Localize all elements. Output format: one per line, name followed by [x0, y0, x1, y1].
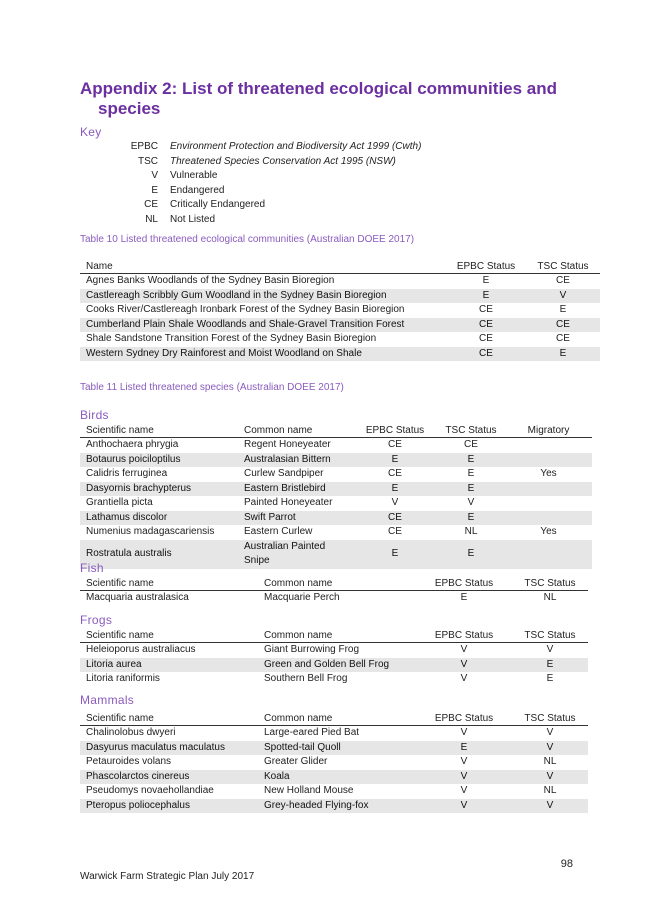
key-def: Not Listed	[170, 213, 216, 225]
cell: Chalinolobus dwyeri	[86, 727, 176, 738]
key-heading: Key	[80, 125, 102, 139]
footer-text: Warwick Farm Strategic Plan July 2017	[80, 871, 255, 882]
cell: V	[416, 770, 512, 785]
frogs-heading: Frogs	[80, 613, 113, 627]
mammals-heading: Mammals	[80, 693, 135, 707]
cell: E	[482, 275, 490, 286]
cell: V	[460, 644, 468, 655]
col-header: Migratory	[505, 423, 592, 438]
title-line-2: species	[98, 99, 161, 118]
table-row	[80, 482, 592, 497]
table-header	[80, 711, 588, 726]
cell: CE	[479, 333, 493, 344]
cell: Painted Honeyeater	[244, 497, 333, 508]
cell: Swift Parrot	[238, 511, 353, 526]
col-header: EPBC Status	[416, 711, 512, 726]
cell: V	[416, 658, 512, 673]
cell: NL	[464, 526, 478, 537]
cell: E	[353, 482, 437, 497]
mammals-table	[80, 711, 588, 813]
birds-table	[80, 423, 592, 569]
table-row	[80, 658, 588, 673]
key-abbr: TSC	[138, 155, 158, 167]
cell: V	[546, 727, 554, 738]
cell: E	[353, 453, 437, 468]
cell: NL	[543, 785, 557, 796]
cell: CE	[388, 526, 402, 537]
cell: E	[437, 511, 505, 526]
cell	[505, 511, 592, 526]
cell: V	[460, 756, 468, 767]
cell: Heleioporus australiacus	[86, 644, 196, 655]
table-row	[80, 467, 592, 482]
cell: Pseudomys novaehollandiae	[86, 785, 214, 796]
fish-table	[80, 576, 588, 606]
cell: Cumberland Plain Shale Woodlands and Shale-Gravel Transition Forest	[80, 318, 446, 333]
cell: CE	[388, 439, 402, 450]
key-abbr: V	[151, 170, 158, 182]
table-header	[80, 423, 592, 438]
key-def: Threatened Species Conservation Act 1995 (NSW)	[170, 155, 396, 167]
table-header	[80, 576, 588, 591]
cell: Macquaria australasica	[86, 592, 189, 603]
table-row	[80, 741, 588, 756]
cell: Agnes Banks Woodlands of the Sydney Basin Bioregion	[86, 275, 335, 286]
table-row	[80, 289, 600, 304]
cell: E	[559, 304, 567, 315]
cell	[505, 496, 592, 511]
table-row	[80, 496, 592, 511]
table-row	[80, 799, 588, 814]
cell: Koala	[258, 770, 416, 785]
cell: CE	[446, 318, 526, 333]
cell: Dasyornis brachypterus	[80, 482, 238, 497]
cell: Southern Bell Frog	[264, 673, 348, 684]
cell: CE	[353, 511, 437, 526]
cell: Greater Glider	[264, 756, 328, 767]
key-def: Vulnerable	[170, 170, 218, 182]
cell: Eastern Curlew	[244, 526, 313, 537]
cell: V	[526, 289, 600, 304]
cell	[505, 453, 592, 468]
table-row	[80, 318, 600, 333]
col-header: Common name	[258, 576, 416, 591]
col-header: EPBC Status	[353, 423, 437, 438]
table-row	[80, 591, 588, 606]
key-row	[100, 213, 421, 228]
key-row	[100, 198, 421, 213]
col-header: TSC Status	[437, 423, 505, 438]
key-row	[100, 140, 421, 155]
cell: Dasyurus maculatus maculatus	[80, 741, 258, 756]
cell: E	[446, 289, 526, 304]
table-row	[80, 672, 588, 687]
cell: CE	[556, 275, 570, 286]
cell: E	[437, 540, 505, 569]
key-row	[100, 184, 421, 199]
cell: Litoria raniformis	[86, 673, 160, 684]
page-title	[80, 79, 600, 119]
cell: E	[460, 592, 468, 603]
cell: Grey-headed Flying-fox	[258, 799, 416, 814]
key-list	[100, 140, 421, 228]
cell: Grantiella picta	[86, 497, 153, 508]
cell: Curlew Sandpiper	[244, 468, 324, 479]
table-row	[80, 726, 588, 741]
communities-table	[80, 259, 600, 361]
col-header: Name	[80, 259, 446, 274]
cell: CE	[464, 439, 478, 450]
key-def: Environment Protection and Biodiversity Act 1999 (Cwth)	[170, 141, 422, 152]
table-header	[80, 628, 588, 643]
cell	[505, 482, 592, 497]
cell: Shale Sandstone Transition Forest of the Sydney Basin Bioregion	[86, 333, 377, 344]
col-header: Common name	[238, 423, 353, 438]
cell: Eastern Bristlebird	[238, 482, 353, 497]
col-header: EPBC Status	[416, 628, 512, 643]
col-header: TSC Status	[526, 259, 600, 274]
cell: Lathamus discolor	[80, 511, 238, 526]
cell: V	[467, 497, 475, 508]
cell: CE	[388, 468, 402, 479]
cell: V	[546, 644, 554, 655]
cell: Petauroides volans	[86, 756, 172, 767]
col-header: Scientific name	[80, 576, 258, 591]
cell: CE	[526, 318, 600, 333]
table-row	[80, 303, 600, 318]
table-row	[80, 784, 588, 799]
cell: V	[512, 799, 588, 814]
table-row	[80, 453, 592, 468]
cell: V	[512, 770, 588, 785]
col-header: Scientific name	[80, 711, 258, 726]
page-number: 98	[560, 858, 573, 870]
cell: Western Sydney Dry Rainforest and Moist Woodland on Shale	[80, 347, 446, 362]
cell: V	[416, 799, 512, 814]
col-header: TSC Status	[512, 628, 588, 643]
col-header: EPBC Status	[416, 576, 512, 591]
cell: E	[467, 468, 475, 479]
cell: E	[437, 453, 505, 468]
table-row	[80, 511, 592, 526]
cell: Regent Honeyeater	[244, 439, 331, 450]
col-header: Scientific name	[80, 423, 238, 438]
cell: Litoria aurea	[80, 658, 258, 673]
cell: Giant Burrowing Frog	[264, 644, 360, 655]
cell: Botaurus poiciloptilus	[80, 453, 238, 468]
col-header: TSC Status	[512, 576, 588, 591]
cell: Calidris ferruginea	[86, 468, 168, 479]
col-header: Common name	[258, 711, 416, 726]
cell: Cooks River/Castlereagh Ironbark Forest of the Sydney Basin Bioregion	[86, 304, 405, 315]
cell: E	[437, 482, 505, 497]
key-abbr: CE	[144, 199, 158, 211]
cell: Yes	[540, 526, 557, 537]
cell: V	[460, 673, 468, 684]
key-def: Endangered	[170, 184, 225, 196]
table-row	[80, 755, 588, 770]
cell: E	[353, 540, 437, 569]
table-row	[80, 770, 588, 785]
birds-heading: Birds	[80, 408, 109, 422]
key-row	[100, 155, 421, 170]
table-row	[80, 643, 588, 658]
cell: Spotted-tail Quoll	[258, 741, 416, 756]
key-row	[100, 169, 421, 184]
key-abbr: EPBC	[130, 141, 158, 152]
cell: NL	[543, 756, 557, 767]
cell: V	[460, 727, 468, 738]
col-header: Scientific name	[80, 628, 258, 643]
cell: Australian Painted Snipe	[238, 540, 353, 569]
table-row	[80, 347, 600, 362]
cell: Phascolarctos cinereus	[80, 770, 258, 785]
cell: Macquarie Perch	[264, 592, 340, 603]
cell: Castlereagh Scribbly Gum Woodland in the Sydney Basin Bioregion	[80, 289, 446, 304]
cell: Green and Golden Bell Frog	[258, 658, 416, 673]
table-row	[80, 525, 592, 540]
cell: E	[526, 347, 600, 362]
col-header: EPBC Status	[446, 259, 526, 274]
cell: E	[512, 658, 588, 673]
cell: New Holland Mouse	[264, 785, 354, 796]
cell: Pteropus poliocephalus	[80, 799, 258, 814]
title-line-1: Appendix 2: List of threatened ecological communities and	[80, 79, 558, 98]
table-row	[80, 438, 592, 453]
cell: Yes	[540, 468, 557, 479]
col-header: Common name	[258, 628, 416, 643]
table10-caption: Table 10 Listed threatened ecological communities (Australian DOEE 2017)	[80, 234, 415, 245]
cell: Large-eared Pied Bat	[264, 727, 360, 738]
table-row	[80, 274, 600, 289]
cell: V	[460, 785, 468, 796]
frogs-table	[80, 628, 588, 687]
key-def: Critically Endangered	[170, 199, 266, 211]
table-row	[80, 540, 592, 569]
cell: CE	[556, 333, 570, 344]
cell: NL	[543, 592, 557, 603]
cell: V	[512, 741, 588, 756]
cell: V	[391, 497, 399, 508]
cell: Rostratula australis	[80, 540, 238, 569]
table11-caption: Table 11 Listed threatened species (Australian DOEE 2017)	[80, 382, 344, 393]
col-header: TSC Status	[512, 711, 588, 726]
cell: E	[546, 673, 554, 684]
fish-heading: Fish	[80, 561, 104, 575]
cell: Numenius madagascariensis	[86, 526, 215, 537]
table-row	[80, 332, 600, 347]
cell: E	[416, 741, 512, 756]
table-header	[80, 259, 600, 274]
cell: Anthochaera phrygia	[86, 439, 179, 450]
cell	[505, 540, 592, 569]
key-abbr: NL	[145, 213, 158, 225]
cell: CE	[479, 304, 493, 315]
cell: CE	[446, 347, 526, 362]
cell: Australasian Bittern	[238, 453, 353, 468]
key-abbr: E	[151, 184, 158, 196]
cell	[505, 438, 592, 453]
